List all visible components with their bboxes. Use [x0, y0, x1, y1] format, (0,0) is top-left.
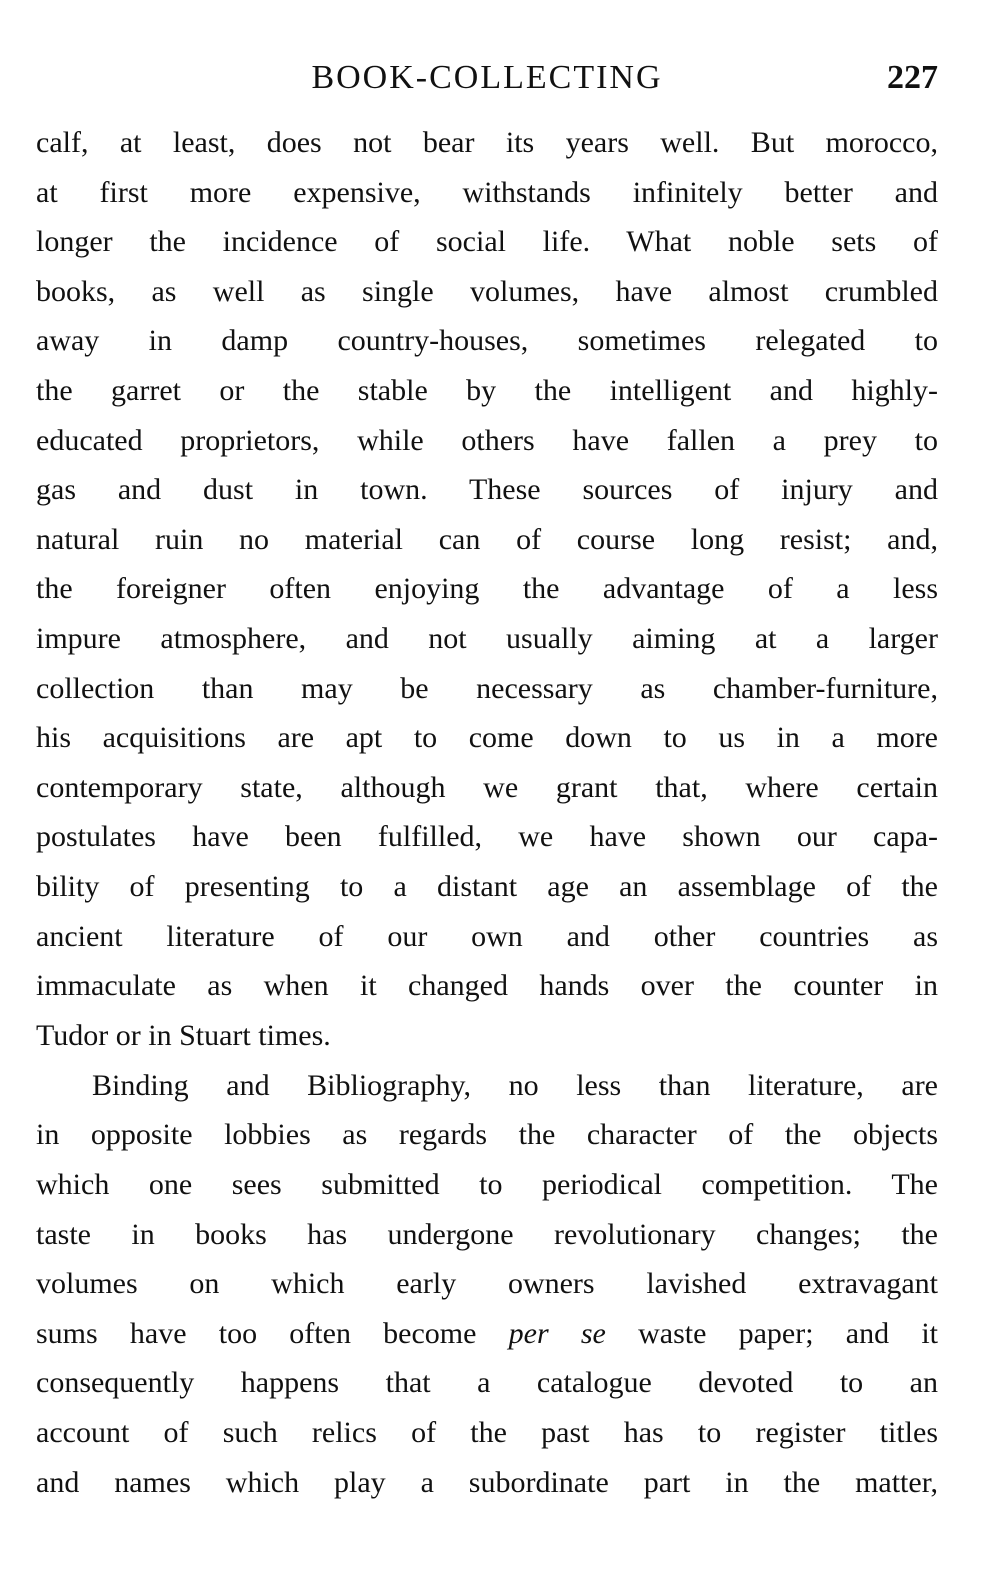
text-line: consequently happens that a catalogue devoted to an	[36, 1366, 938, 1400]
text-line: ancient literature of our own and other countries as	[36, 919, 938, 953]
text-line: impure atmosphere, and not usually aiming at a larger	[36, 621, 938, 655]
body-text	[36, 118, 938, 1508]
text-line: taste in books has undergone revolutionary changes; the	[36, 1217, 938, 1251]
text-line: and names which play a subordinate part in the matter,	[36, 1465, 938, 1499]
text-line: in opposite lobbies as regards the character of the objects	[36, 1118, 938, 1152]
text-line: contemporary state, although we grant that, where certain	[36, 770, 938, 804]
page-number: 227	[887, 59, 938, 96]
text-line: the foreigner often enjoying the advantage of a less	[36, 572, 938, 606]
paragraph-1	[36, 118, 938, 1060]
text-line: account of such relics of the past has to register titles	[36, 1416, 938, 1450]
text-line: immaculate as when it changed hands over the counter in	[36, 969, 938, 1003]
text-line: natural ruin no material can of course long resist; and,	[36, 522, 938, 556]
text-line: bility of presenting to a distant age an assemblage of the	[36, 869, 938, 903]
text-line: volumes on which early owners lavished extravagant	[36, 1267, 938, 1301]
text-line: calf, at least, does not bear its years well. But morocco,	[36, 126, 938, 159]
text-line: longer the incidence of social life. What noble sets of	[36, 225, 938, 259]
text-line: postulates have been fulfilled, we have shown our capa-	[36, 820, 938, 854]
text-line: away in damp country-houses, sometimes relegated to	[36, 324, 938, 358]
text-line: which one sees submitted to periodical competition. The	[36, 1168, 938, 1202]
text-line: books, as well as single volumes, have almost crumbled	[36, 274, 938, 308]
text-line: collection than may be necessary as chamber-furniture,	[36, 671, 938, 705]
text-line: at first more expensive, withstands infinitely better and	[36, 175, 938, 209]
text-line: the garret or the stable by the intelligent and highly-	[36, 373, 938, 407]
running-head	[36, 56, 938, 100]
text-line: educated proprietors, while others have fallen a prey to	[36, 423, 938, 457]
text-line: Binding and Bibliography, no less than literature, are	[92, 1068, 938, 1102]
running-title: BOOK-COLLECTING	[311, 59, 663, 96]
text-line: gas and dust in town. These sources of injury and	[36, 473, 938, 507]
text-line: sums have too often become per se waste paper; and it	[36, 1316, 938, 1350]
book-page	[36, 0, 938, 1583]
text-line: Tudor or in Stuart times.	[36, 1018, 331, 1052]
paragraph-2	[36, 1061, 938, 1507]
text-line: his acquisitions are apt to come down to us in a more	[36, 721, 938, 755]
